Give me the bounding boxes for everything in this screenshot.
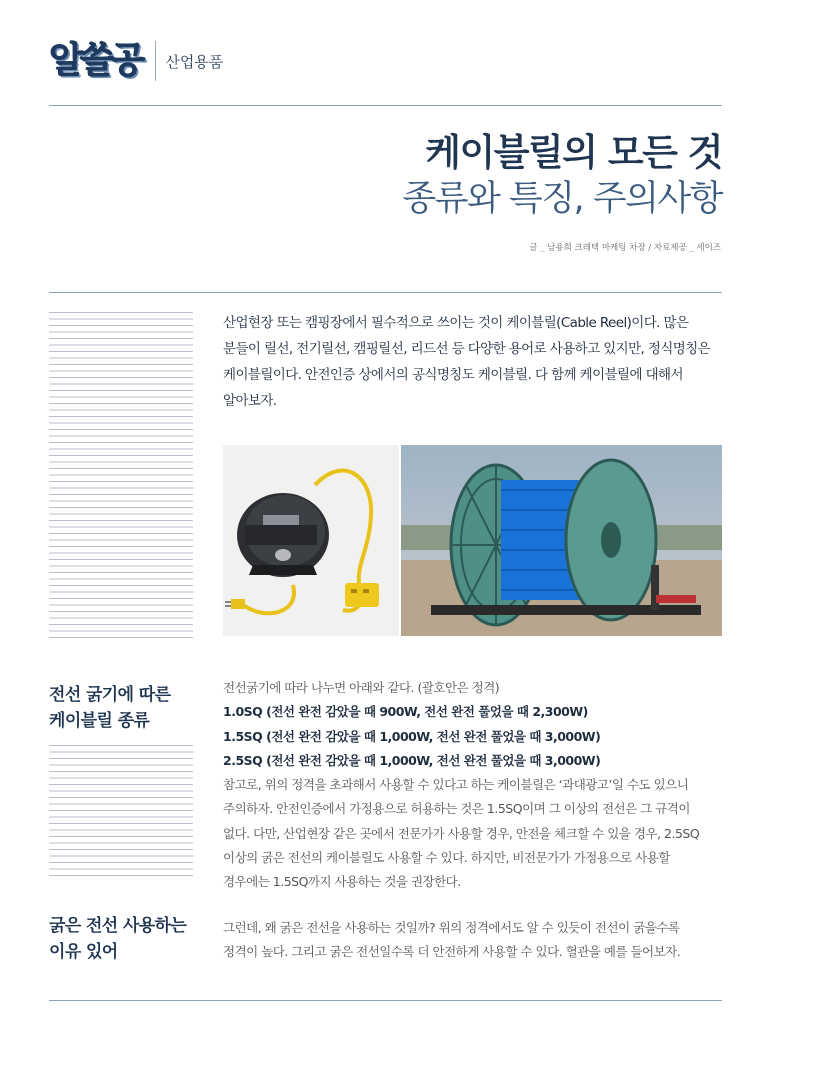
intro-paragraph	[223, 310, 723, 414]
cable-drum-image	[401, 445, 722, 636]
title-divider	[49, 292, 722, 293]
body-line: 전선굵기에 따라 나누면 아래와 같다. (괄호안은 정격)	[223, 680, 500, 695]
body-line: 없다. 다만, 산업현장 같은 곳에서 전문가가 사용할 경우, 안전을 체크할 수 있을 경우, 2.5SQ	[223, 825, 700, 841]
section-heading	[49, 682, 170, 734]
decorative-lines	[49, 312, 193, 642]
top-divider	[49, 105, 722, 106]
intro-line: 알아보자.	[223, 393, 277, 409]
intro-line: 분들이 릴선, 전기릴선, 캠핑릴선, 리드선 등 다양한 용어로 사용하고 있지만, 정식명칭은	[223, 341, 711, 357]
body-line: 주의하자. 안전인증에서 가정용으로 허용하는 것은 1.5SQ이며 그 이상의 전선은 그 규격이	[223, 801, 690, 817]
section-heading-line: 굵은 전선 사용하는	[49, 916, 187, 936]
bottom-divider	[49, 1000, 722, 1001]
body-line: 경우에는 1.5SQ까지 사용하는 것을 권장한다.	[223, 874, 461, 890]
article-title: 케이블릴의 모든 것	[425, 131, 722, 174]
body-line: 참고로, 위의 정격을 초과해서 사용할 수 있다고 하는 케이블릴은 ‘과대광고’일 수도 있으니	[223, 777, 689, 793]
logo-divider	[155, 41, 156, 81]
cord-reel-image	[223, 445, 399, 636]
masthead	[49, 36, 223, 86]
section-heading-line: 이유 있어	[49, 942, 118, 962]
article-title-block	[402, 130, 722, 222]
body-line: 이상의 굵은 전선의 케이블릴도 사용할 수 있다. 하지만, 비전문가가 가정용으로 사용할	[223, 850, 670, 866]
cord-reel-illustration	[223, 445, 399, 636]
body-line: 정격이 높다. 그리고 굵은 전선일수록 더 안전하게 사용할 수 있다. 혈관을 예를 들어보자.	[223, 944, 681, 960]
decorative-lines	[49, 745, 193, 878]
section-heading	[49, 913, 186, 965]
intro-line: 산업현장 또는 캠핑장에서 필수적으로 쓰이는 것이 케이블릴(Cable Reel)이다. 많은	[223, 315, 689, 331]
article-subtitle: 종류와 특징, 주의사항	[402, 179, 722, 219]
section-heading-line: 전선 굵기에 따른	[49, 685, 171, 705]
spec-line: 1.5SQ (전선 완전 감았을 때 1,000W, 전선 완전 풀었을 때 3,000W)	[223, 728, 601, 744]
section-label: 산업용품	[165, 52, 224, 71]
magazine-logo: 알쓸공	[49, 40, 142, 81]
section-body	[223, 676, 728, 895]
byline: 글 _ 남용희 크레텍 마케팅 차장 / 자료제공 _ 세이즈	[529, 243, 721, 253]
cable-drum-illustration	[401, 445, 722, 636]
body-line: 그런데, 왜 굵은 전선을 사용하는 것일까? 위의 정격에서도 알 수 있듯이 전선이 굵을수록	[223, 920, 680, 935]
intro-line: 케이블릴이다. 안전인증 상에서의 공식명칭도 케이블릴. 다 함께 케이블릴에 대해서	[223, 367, 683, 383]
spec-line: 1.0SQ (전선 완전 감았을 때 900W, 전선 완전 풀었을 때 2,300W)	[223, 704, 588, 720]
section-body	[223, 916, 728, 965]
section-heading-line: 케이블릴 종류	[49, 711, 150, 731]
spec-line: 2.5SQ (전선 완전 감았을 때 1,000W, 전선 완전 풀었을 때 3,000W)	[223, 752, 601, 768]
